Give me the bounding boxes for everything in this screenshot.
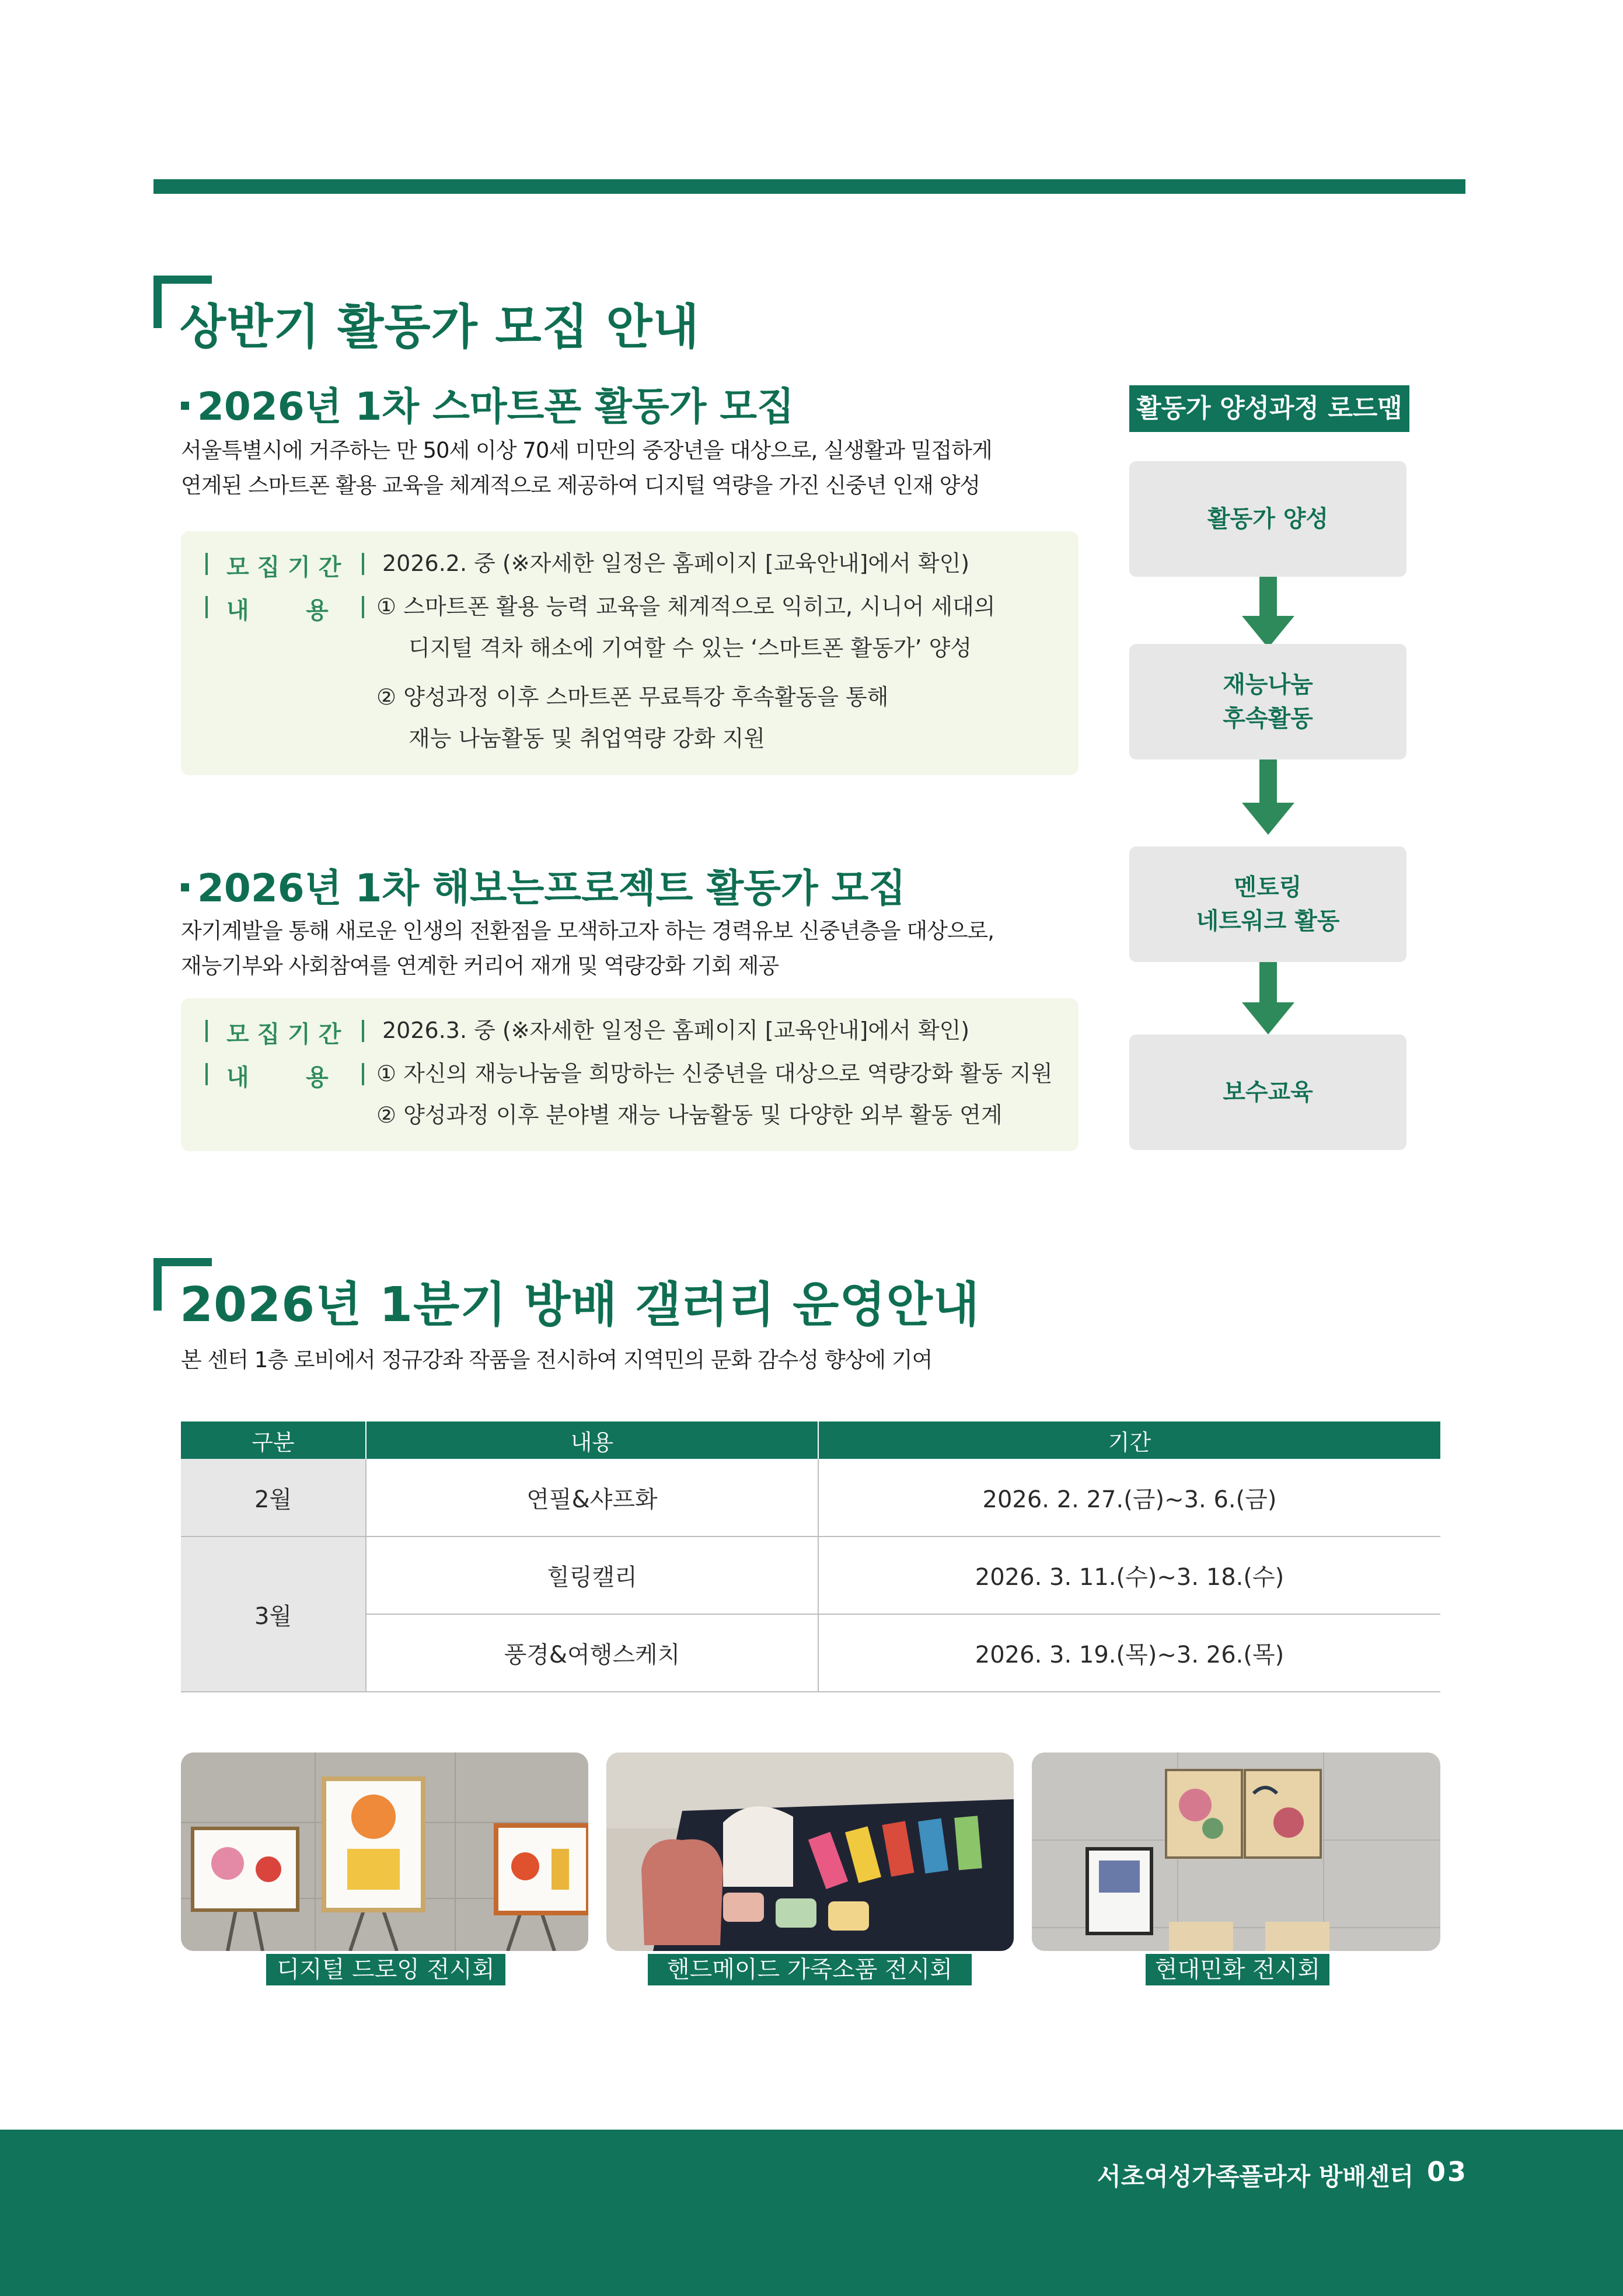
photo-caption: 현대민화 전시회 xyxy=(1146,1954,1329,1985)
label-bar xyxy=(362,1020,364,1042)
exhibition-photo-folk-painting xyxy=(1032,1753,1440,1951)
gallery-schedule-table xyxy=(181,1422,1440,1692)
photo-caption: 핸드메이드 가죽소품 전시회 xyxy=(648,1954,972,1985)
down-arrow-icon xyxy=(1242,577,1294,648)
exhibition-photo-leather-goods xyxy=(606,1753,1014,1951)
program-description xyxy=(181,433,992,503)
description-line: 재능기부와 사회참여를 연계한 커리어 재개 및 역량강화 기회 제공 xyxy=(181,953,779,978)
table-row xyxy=(181,1614,1440,1692)
gallery-description: 본 센터 1층 로비에서 정규강좌 작품을 전시하여 지역민의 문화 감수성 향상에 기여 xyxy=(181,1347,933,1372)
content-cell: 연필&샤프화 xyxy=(366,1459,818,1537)
page-number: 03 xyxy=(1427,2156,1468,2187)
table-header-row xyxy=(181,1422,1440,1459)
content-line: 재능 나눔활동 및 취업역량 강화 지원 xyxy=(409,726,766,751)
table-row xyxy=(181,1459,1440,1537)
roadmap-step-label: 보수교육 xyxy=(1223,1079,1313,1106)
photo-caption: 디지털 드로잉 전시회 xyxy=(266,1954,505,1985)
description-line: 연계된 스마트폰 활용 교육을 체계적으로 제공하여 디지털 역량을 가진 신중년 인재 양성 xyxy=(181,473,980,498)
roadmap-step-label: 재능나눔 후속활동 xyxy=(1223,671,1313,732)
content-line: ② 양성과정 이후 스마트폰 무료특강 후속활동을 통해 xyxy=(376,684,889,710)
description-line: 자기계발을 통해 새로운 인생의 전환점을 모색하고자 하는 경력유보 신중년층을 대상으로, xyxy=(181,918,994,943)
content-line: ① 스마트폰 활용 능력 교육을 체계적으로 익히고, 시니어 세대의 xyxy=(376,594,996,619)
footer-band xyxy=(0,2130,1623,2296)
roadmap-title: 활동가 양성과정 로드맵 xyxy=(1129,385,1409,432)
roadmap-step xyxy=(1129,644,1406,759)
label-bar xyxy=(362,553,364,575)
description-line: 서울특별시에 거주하는 만 50세 이상 70세 미만의 중장년을 대상으로, 실생활과 밀접하게 xyxy=(181,438,992,463)
exhibition-photo-digital-drawing xyxy=(181,1753,588,1951)
month-cell: 3월 xyxy=(181,1537,366,1692)
period-cell: 2026. 3. 11.(수)~3. 18.(수) xyxy=(818,1537,1440,1614)
period-cell: 2026. 3. 19.(목)~3. 26.(목) xyxy=(818,1614,1440,1692)
column-header: 내용 xyxy=(366,1422,818,1459)
column-header: 구분 xyxy=(181,1422,366,1459)
program-title-text: 2026년 1차 해보는프로젝트 활동가 모집 xyxy=(197,866,906,911)
label-bar xyxy=(205,596,208,618)
top-rule xyxy=(153,179,1465,194)
program-title xyxy=(181,857,906,912)
period-value: 2026.3. 중 (※자세한 일정은 홈페이지 [교육안내]에서 확인) xyxy=(382,1018,970,1043)
content-label: 내 용 xyxy=(226,597,329,624)
column-header: 기간 xyxy=(818,1422,1440,1459)
table-row xyxy=(181,1537,1440,1614)
content-cell: 풍경&여행스케치 xyxy=(366,1614,818,1692)
content-line: 디지털 격차 해소에 기여할 수 있는 ‘스마트폰 활동가’ 양성 xyxy=(409,635,972,661)
roadmap-step xyxy=(1129,1034,1406,1150)
content-line: ① 자신의 재능나눔을 희망하는 신중년을 대상으로 역량강화 활동 지원 xyxy=(376,1061,1053,1086)
bullet-icon xyxy=(181,883,189,891)
period-label: 모 집 기 간 xyxy=(226,1021,341,1048)
program-description xyxy=(181,914,994,984)
label-bar xyxy=(362,1063,364,1085)
footer-organization: 서초여성가족플라자 방배센터 xyxy=(1097,2162,1414,2191)
down-arrow-icon xyxy=(1242,962,1294,1035)
recruit-info-box xyxy=(181,531,1078,775)
roadmap-step-label: 활동가 양성 xyxy=(1207,506,1329,532)
down-arrow-icon xyxy=(1242,759,1294,835)
roadmap-step xyxy=(1129,846,1406,962)
program-title xyxy=(181,375,794,431)
label-bar xyxy=(205,1063,208,1085)
roadmap-step-label: 멘토링 네트워크 활동 xyxy=(1196,874,1340,935)
recruit-info-box xyxy=(181,998,1078,1151)
period-cell: 2026. 2. 27.(금)~3. 6.(금) xyxy=(818,1459,1440,1537)
label-bar xyxy=(205,1020,208,1042)
label-bar xyxy=(205,553,208,575)
roadmap-step xyxy=(1129,461,1406,577)
period-value: 2026.2. 중 (※자세한 일정은 홈페이지 [교육안내]에서 확인) xyxy=(382,551,970,576)
content-label: 내 용 xyxy=(226,1064,329,1091)
content-cell: 힐링캘리 xyxy=(366,1537,818,1614)
section-title: 2026년 1분기 방배 갤러리 운영안내 xyxy=(180,1277,980,1333)
month-cell: 2월 xyxy=(181,1459,366,1537)
content-line: ② 양성과정 이후 분야별 재능 나눔활동 및 다양한 외부 활동 연계 xyxy=(376,1102,1003,1128)
section-title: 상반기 활동가 모집 안내 xyxy=(180,299,700,355)
bullet-icon xyxy=(181,402,189,410)
period-label: 모 집 기 간 xyxy=(226,554,341,581)
label-bar xyxy=(362,596,364,618)
program-title-text: 2026년 1차 스마트폰 활동가 모집 xyxy=(197,384,794,429)
